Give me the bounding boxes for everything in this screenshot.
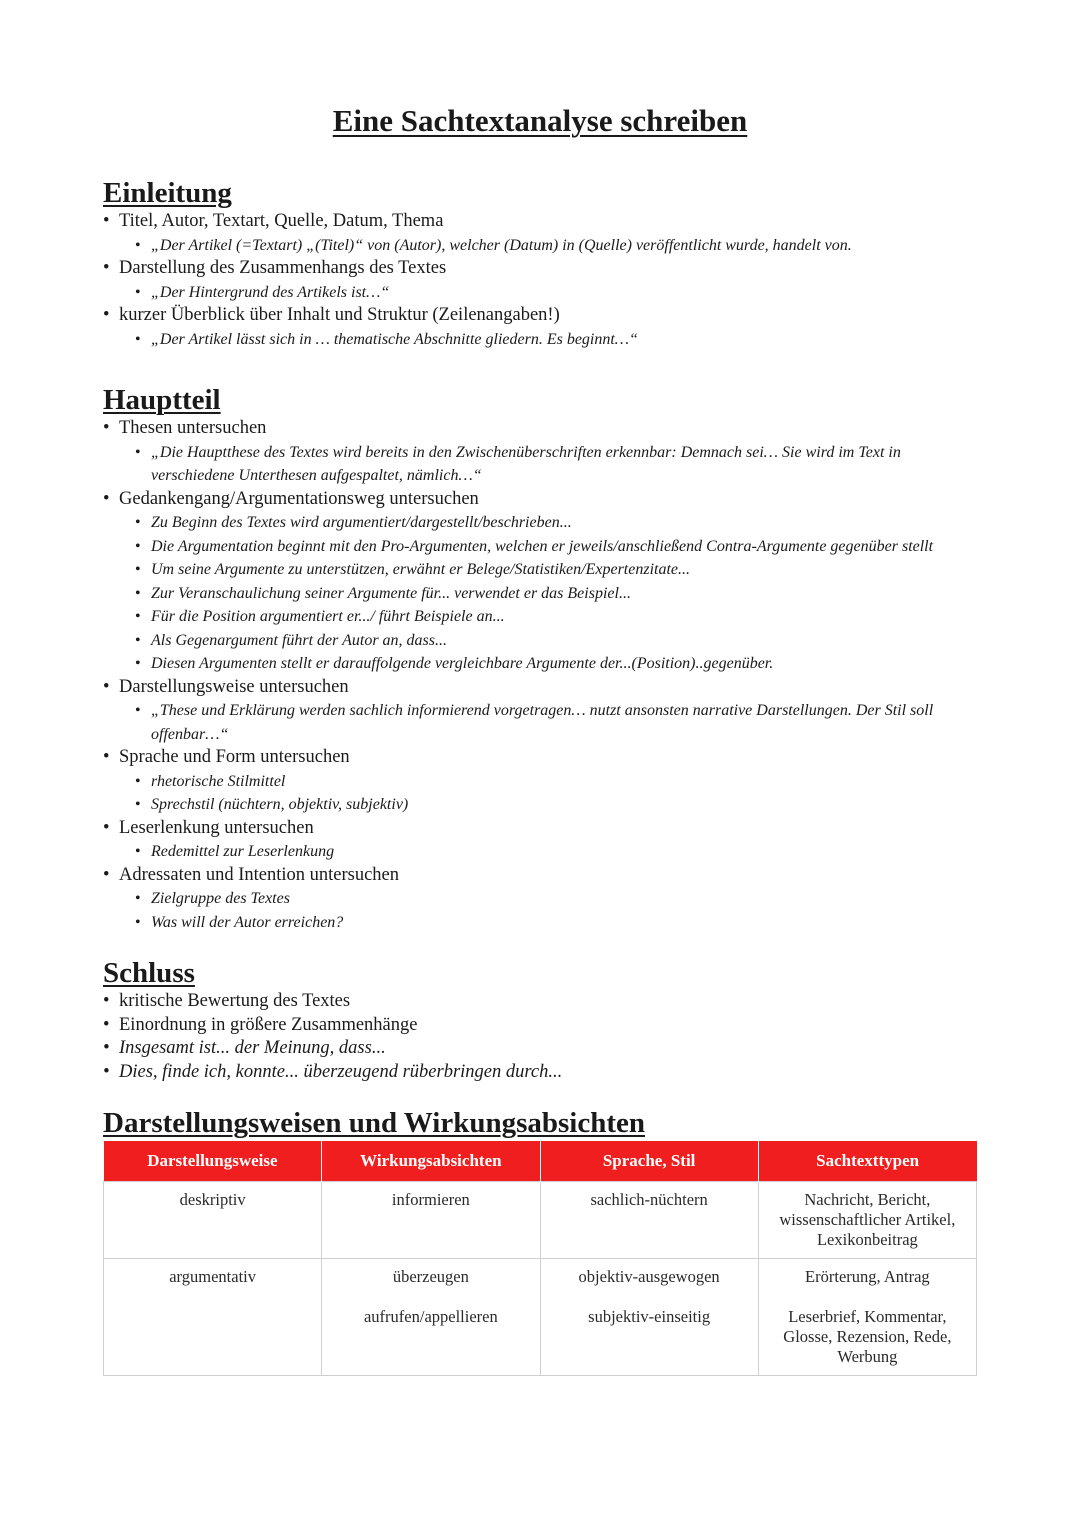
list-item: • Adressaten und Intention untersuchen • Zielgruppe des Textes • Was will der Autor erreichen? [103, 864, 983, 935]
table-cell [758, 1259, 976, 1376]
sub-list-item: • „Der Artikel (=Textart) „(Titel)“ von (Autor), welcher (Datum) in (Quelle) veröffentlicht wurde, handelt von. [135, 234, 983, 258]
table-cell: sachlich-nüchtern [540, 1182, 758, 1259]
list-item: • kritische Bewertung des Textes [103, 990, 983, 1014]
cell-line: Erörterung, Antrag [805, 1267, 930, 1286]
table-row [104, 1182, 977, 1259]
sub-list-item: • rhetorische Stilmittel [135, 770, 983, 794]
table-row [104, 1259, 977, 1376]
heading-hauptteil: Hauptteil [103, 384, 221, 416]
column-header: Darstellungsweise [104, 1141, 322, 1182]
list-item: • Titel, Autor, Textart, Quelle, Datum, Thema • „Der Artikel (=Textart) „(Titel)“ von (Autor), welcher (Datum) in (Quelle) veröffentlicht wurde, handelt von. [103, 210, 983, 257]
sub-list-item: • „Der Artikel lässt sich in … thematische Abschnitte gliedern. Es beginnt…“ [135, 328, 983, 352]
sub-list-item: • „Der Hintergrund des Artikels ist…“ [135, 281, 983, 305]
sub-list-item: • Redemittel zur Leserlenkung [135, 840, 983, 864]
sub-list-item: • Um seine Argumente zu unterstützen, erwähnt er Belege/Statistiken/Expertenzitate... [135, 558, 983, 582]
hauptteil-list [103, 417, 983, 934]
list-item: • Leserlenkung untersuchen • Redemittel zur Leserlenkung [103, 817, 983, 864]
cell-line: überzeugen [392, 1267, 469, 1286]
list-item: • Insgesamt ist... der Meinung, dass... [103, 1037, 983, 1061]
table-cell: argumentativ [104, 1259, 322, 1376]
heading-schluss: Schluss [103, 957, 195, 989]
column-header: Sachtexttypen [758, 1141, 976, 1182]
sub-list-item: • „Die Hauptthese des Textes wird bereits in den Zwischenüberschriften erkennbar: Demnach sei… Sie wird im Text in verschiedene Unterthesen aufgespaltet, nämlich…“ [135, 441, 983, 488]
schluss-list [103, 990, 983, 1084]
einleitung-list [103, 210, 983, 351]
list-item: • kurzer Überblick über Inhalt und Struktur (Zeilenangaben!) • „Der Artikel lässt sich in … thematische Abschnitte gliedern. Es beginnt…“ [103, 304, 983, 351]
sub-list-item: • Zu Beginn des Textes wird argumentiert/dargestellt/beschrieben... [135, 511, 983, 535]
list-item: • Gedankengang/Argumentationsweg untersuchen • Zu Beginn des Textes wird argumentiert/dargestellt/beschrieben... • Die Argumentation beginnt mit den Pro-Argumenten, welchen er jeweils/anschließend Contra-Argumente gegenüber stellt • Um seine Argumente zu unterstützen, erwähnt er Belege/Statistiken/Expertenzitate... • Zur Veranschaulichung seiner Argumente für... verwendet er das Beispiel... • Für die Position argumentiert er.../ führt Beispiele an... • Als Gegenargument führt der Autor an, dass... • Diesen Argumenten stellt er darauffolgende vergleichbare Argumente der...(Position)..gegenüber. [103, 488, 983, 676]
sub-list-item: • Diesen Argumenten stellt er darauffolgende vergleichbare Argumente der...(Position)..gegenüber. [135, 652, 983, 676]
table-cell: informieren [322, 1182, 540, 1259]
list-item: • Thesen untersuchen • „Die Hauptthese des Textes wird bereits in den Zwischenüberschriften erkennbar: Demnach sei… Sie wird im Text in verschiedene Unterthesen aufgespaltet, nämlich…“ [103, 417, 983, 488]
heading-darstellungsweisen: Darstellungsweisen und Wirkungsabsichten [103, 1107, 646, 1139]
section-hauptteil [103, 383, 983, 934]
list-item: • Darstellung des Zusammenhangs des Textes • „Der Hintergrund des Artikels ist…“ [103, 257, 983, 304]
list-item: • Sprache und Form untersuchen • rhetorische Stilmittel • Sprechstil (nüchtern, objektiv, subjektiv) [103, 746, 983, 817]
column-header: Sprache, Stil [540, 1141, 758, 1182]
sub-list-item: • Zur Veranschaulichung seiner Argumente für... verwendet er das Beispiel... [135, 582, 983, 606]
cell-line: subjektiv-einseitig [588, 1307, 711, 1326]
cell-line: aufrufen/appellieren [363, 1307, 498, 1326]
column-header: Wirkungsabsichten [322, 1141, 540, 1182]
section-schluss [103, 956, 983, 1084]
sub-list-item: • Für die Position argumentiert er.../ führt Beispiele an... [135, 605, 983, 629]
sub-list-item: • Als Gegenargument führt der Autor an, dass... [135, 629, 983, 653]
sub-list-item: • Zielgruppe des Textes [135, 887, 983, 911]
table-cell [540, 1259, 758, 1376]
list-item: • Einordnung in größere Zusammenhänge [103, 1014, 983, 1038]
table-header-row [104, 1141, 977, 1182]
cell-line: objektiv-ausgewogen [578, 1267, 720, 1286]
cell-line: Leserbrief, Kommentar, Glosse, Rezension, Rede, Werbung [783, 1307, 952, 1366]
section-darstellungsweisen [103, 1106, 983, 1140]
heading-einleitung: Einleitung [103, 177, 232, 209]
page-title: Eine Sachtextanalyse schreiben [332, 103, 748, 138]
table-cell: deskriptiv [104, 1182, 322, 1259]
table-cell: Nachricht, Bericht, wissenschaftlicher Artikel, Lexikonbeitrag [758, 1182, 976, 1259]
list-item: • Darstellungsweise untersuchen • „These und Erklärung werden sachlich informierend vorgetragen… nutzt ansonsten narrative Darstellungen. Der Stil soll offenbar…“ [103, 676, 983, 747]
section-einleitung [103, 176, 983, 351]
sub-list-item: • Sprechstil (nüchtern, objektiv, subjektiv) [135, 793, 983, 817]
sub-list-item: • „These und Erklärung werden sachlich informierend vorgetragen… nutzt ansonsten narrative Darstellungen. Der Stil soll offenbar…“ [135, 699, 983, 746]
darstellungsweisen-table [103, 1141, 977, 1376]
sub-list-item: • Die Argumentation beginnt mit den Pro-Argumenten, welchen er jeweils/anschließend Contra-Argumente gegenüber stellt [135, 535, 983, 559]
sub-list-item: • Was will der Autor erreichen? [135, 911, 983, 935]
table-cell [322, 1259, 540, 1376]
list-item: • Dies, finde ich, konnte... überzeugend rüberbringen durch... [103, 1061, 983, 1085]
